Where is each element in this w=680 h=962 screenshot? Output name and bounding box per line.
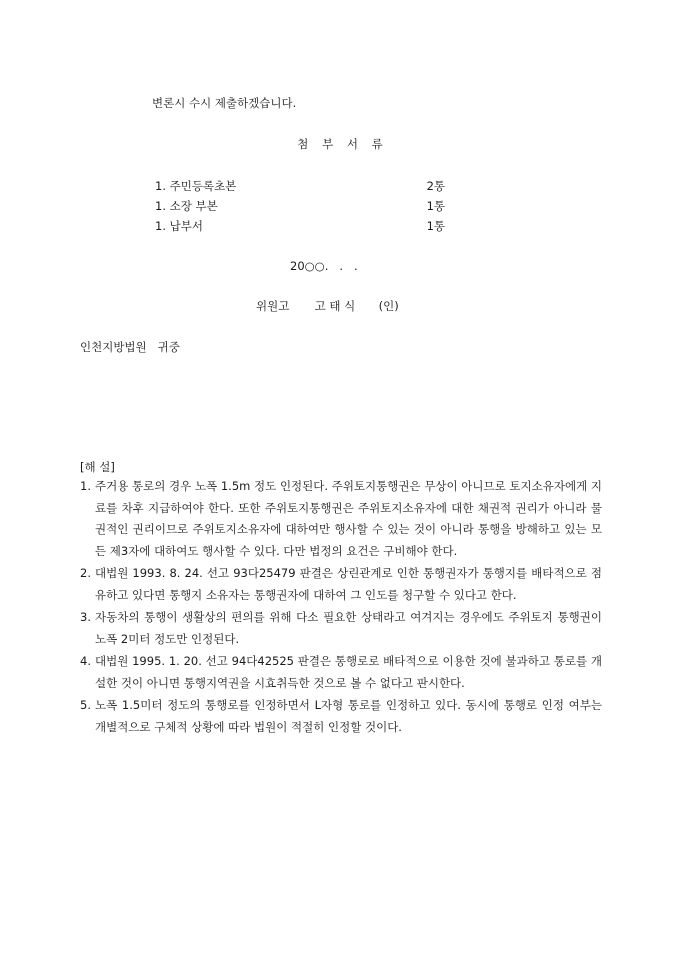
attachments-title (0, 136, 680, 152)
attachments-title-char: 류 (371, 137, 383, 151)
attachment-name: 1. 소장 부본 (155, 199, 218, 213)
attachments-title-char: 부 (322, 137, 334, 151)
signer-seal: (인) (378, 299, 399, 313)
note-text: 노폭 1.5미터 정도의 통행로를 인정하면서 L자형 통로를 인정하고 있다. 동시에 통행로 인정 여부는 개별적으로 구체적 상황에 따라 법원이 적절히 인정할 것이다. (95, 698, 602, 734)
note-number: 5. (80, 698, 91, 712)
note-number: 2. (80, 566, 91, 580)
notes-list (80, 476, 602, 739)
note-item (80, 563, 602, 606)
note-item (80, 607, 602, 650)
attachment-qty: 1통 (426, 199, 445, 213)
signer-role: 위원고 (256, 299, 290, 313)
note-item (80, 651, 602, 694)
date-line: 20○○. . . (290, 259, 358, 273)
note-number: 3. (80, 610, 91, 624)
note-text: 대법원 1993. 8. 24. 선고 93다25479 판결은 상린관계로 인한 통행권자가 통행지를 배타적으로 점유하고 있다면 통행지 소유자는 통행권자에 대하여 그 인도를 청구할 수 있다고 한다. (95, 566, 602, 602)
attachment-qty: 2통 (426, 179, 445, 193)
note-text: 대법원 1995. 1. 20. 선고 94다42525 판결은 통행로로 배타적으로 이용한 것에 불과하고 통로를 개설한 것이 아니면 통행지역권을 시효취득한 것으로 볼 수 없다고 판시한다. (95, 654, 602, 690)
signer-name: 고 태 식 (314, 299, 356, 313)
attachments-title-char: 서 (346, 137, 358, 151)
note-text: 자동차의 통행이 생활상의 편의를 위해 다소 필요한 상태라고 여겨지는 경우에도 주위토지 통행권이 노폭 2미터 정도만 인정된다. (95, 610, 602, 646)
attachment-name: 1. 납부서 (155, 219, 203, 233)
intro-line: 변론시 수시 제출하겠습니다. (152, 96, 297, 110)
note-item (80, 476, 602, 562)
note-item (80, 695, 602, 738)
note-number: 4. (80, 654, 91, 668)
note-text: 주거용 통로의 경우 노폭 1.5m 정도 인정된다. 주위토지통행권은 무상이 아니므로 토지소유자에게 지료를 차후 지급하여야 한다. 또한 주위토지통행권은 주위토지소유자에 대한 채권적 권리가 아니라 물권적인 권리이므로 주위토지소유자에 대하여만 행사할 수 있는 것이 아니라 통행을 방해하고 있는 모든 제3자에 대하여도 행사할 수 있다. 다만 법정의 요건은 구비해야 한다. (95, 479, 602, 558)
attachment-qty: 1통 (426, 219, 445, 233)
attachment-name: 1. 주민등록초본 (155, 179, 237, 193)
court-recipient: 인천지방법원 귀중 (80, 340, 180, 354)
note-number: 1. (80, 479, 91, 493)
signer-line (256, 298, 399, 314)
attachments-title-char: 첨 (297, 137, 309, 151)
notes-heading: [해 설] (80, 460, 115, 474)
